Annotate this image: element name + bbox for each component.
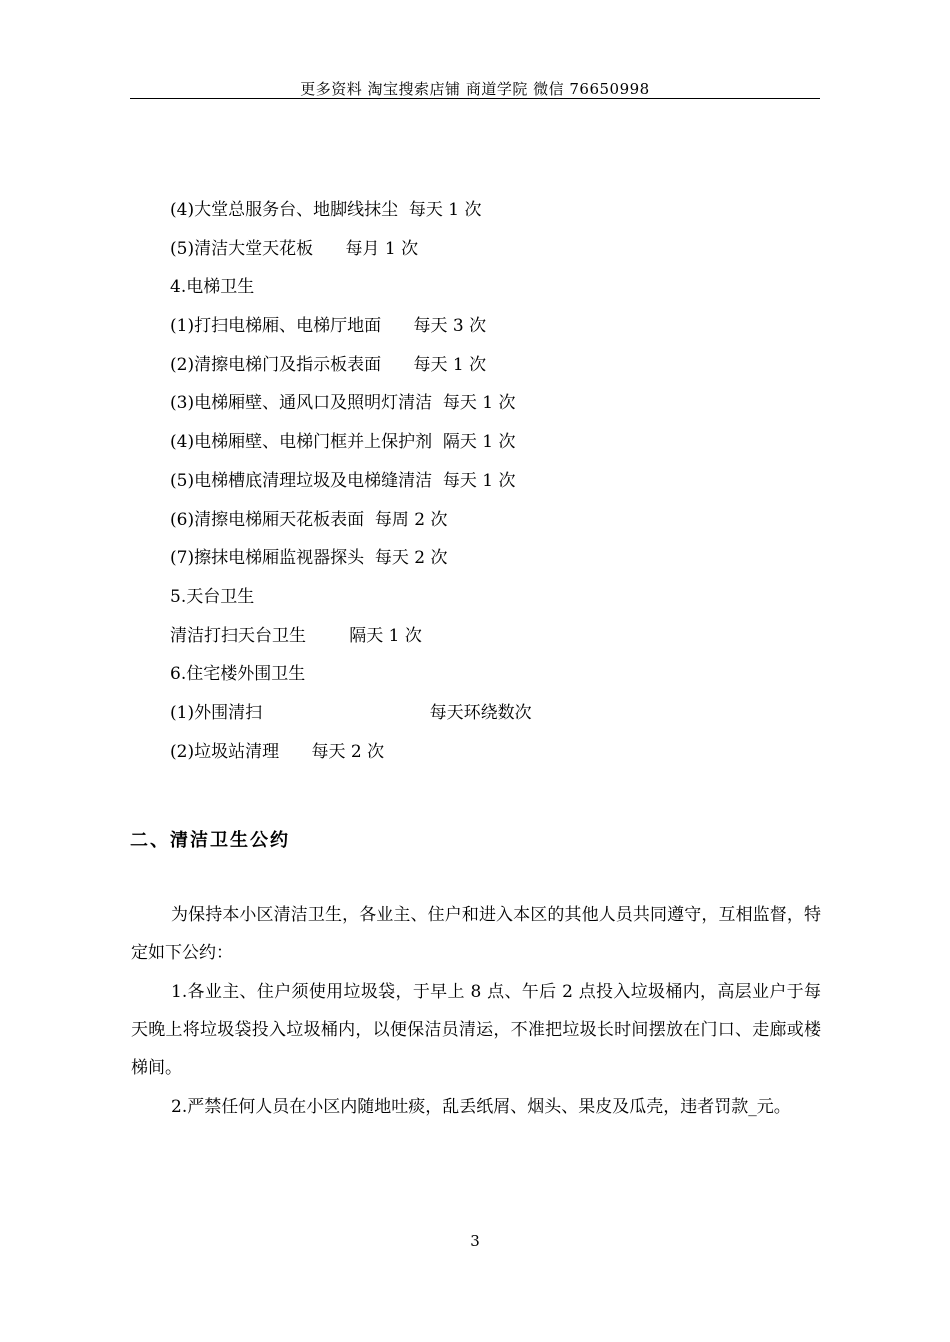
schedule-item: (4)大堂总服务台、地脚线抹尘 每天 1 次 [170,200,482,220]
schedule-item: (2)清擦电梯门及指示板表面 每天 1 次 [170,354,487,375]
page-number: 3 [470,1232,480,1250]
schedule-item: (5)电梯槽底清理垃圾及电梯缝清洁 每天 1 次 [170,470,516,491]
schedule-heading: 6.住宅楼外围卫生 [170,664,306,685]
schedule-item: (6)清擦电梯厢天花板表面 每周 2 次 [170,509,448,530]
schedule-heading: 5.天台卫生 [170,586,255,607]
header-divider [130,98,820,99]
schedule-heading: 4.电梯卫生 [170,277,255,298]
schedule-item: (1)打扫电梯厢、电梯厅地面 每天 3 次 [170,316,487,337]
schedule-item: (5)清洁大堂天花板 每月 1 次 [170,238,419,259]
section-title: 二、清洁卫生公约 [130,830,290,851]
cleaning-schedule-list [170,196,830,776]
intro-paragraph: 为保持本小区清洁卫生，各业主、住户和进入本区的其他人员共同遵守，互相监督，特定如下公约： [131,905,821,963]
schedule-item: (1)外围清扫 每天环绕数次 [170,702,532,723]
schedule-item: (7)擦抹电梯厢监视器探头 每天 2 次 [170,548,448,569]
rule-paragraph: 2.严禁任何人员在小区内随地吐痰，乱丢纸屑、烟头、果皮及瓜壳，违者罚款_元。 [171,1097,791,1117]
schedule-item: 清洁打扫天台卫生 隔天 1 次 [170,625,422,646]
rule-paragraph: 1.各业主、住户须使用垃圾袋，于早上 8 点、午后 2 点投入垃圾桶内，高层业户于每天晚上将垃圾袋投入垃圾桶内，以便保洁员清运，不准把垃圾长时间摆放在门口、走廊或楼梯间。 [131,982,821,1078]
page-header: 更多资料 淘宝搜索店铺 商道学院 微信 76650998 [300,80,650,98]
schedule-item: (4)电梯厢壁、电梯门框并上保护剂 隔天 1 次 [170,432,516,453]
schedule-item: (2)垃圾站清理 每天 2 次 [170,741,385,762]
schedule-item: (3)电梯厢壁、通风口及照明灯清洁 每天 1 次 [170,393,516,414]
